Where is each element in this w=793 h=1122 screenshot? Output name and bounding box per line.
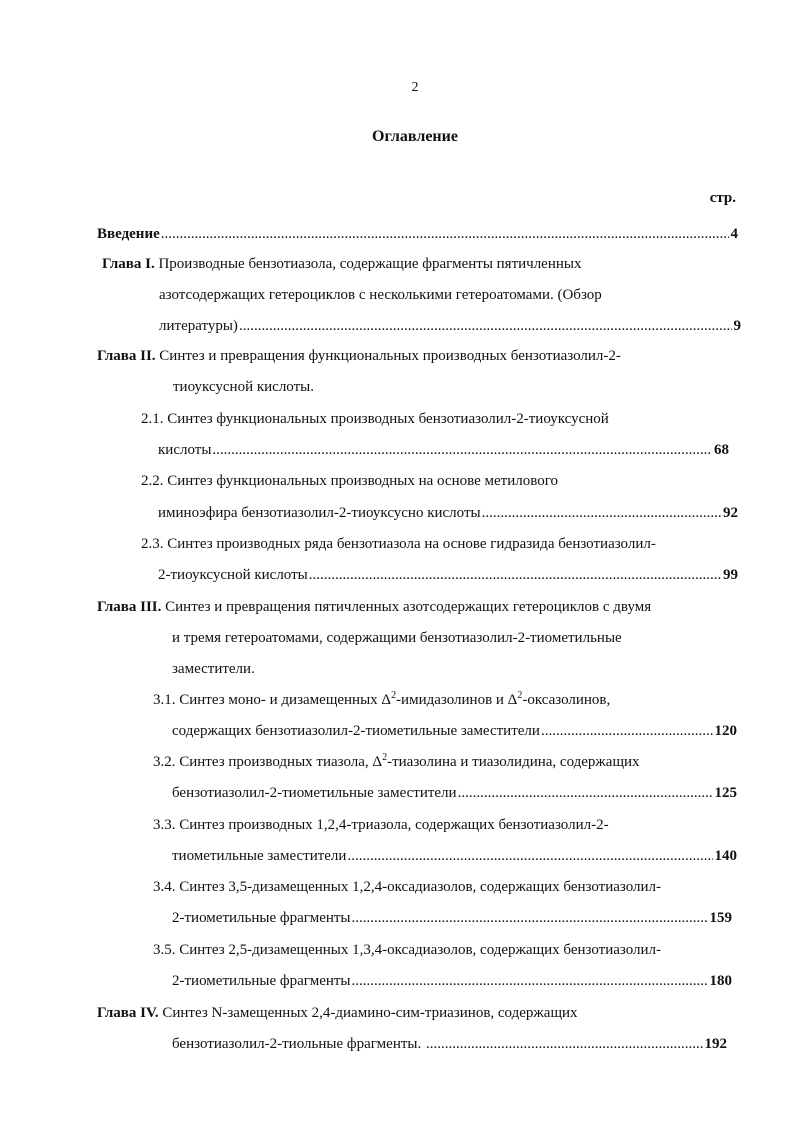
toc-section-2-2-line-1: 2.2. Синтез функциональных производных на основе метилового — [141, 473, 558, 489]
page-column-header: стр. — [709, 190, 736, 206]
toc-page: 4 — [730, 226, 738, 242]
toc-label: бензотиазолил-2-тиольные фрагменты. — [172, 1036, 425, 1052]
toc-chapter-1-line-2: азотсодержащих гетероциклов с несколькими гетероатомами. (Обзор — [159, 287, 602, 303]
leader-dots — [482, 503, 721, 523]
leader-dots — [239, 316, 732, 336]
leader-dots — [458, 783, 713, 803]
toc-section-2-1-line-1: 2.1. Синтез функциональных производных бензотиазолил-2-тиоуксусной — [141, 411, 609, 427]
toc-page: 140 — [714, 848, 737, 864]
toc-section-2-3-line-2 — [158, 565, 738, 585]
toc-chapter-3-line-1 — [97, 597, 651, 617]
superscript: 2 — [517, 690, 523, 701]
toc-section-3-5-line-2 — [172, 971, 732, 991]
toc-label: литературы) — [159, 318, 238, 334]
toc-label: кислоты — [158, 442, 212, 458]
chapter-title: Синтез и превращения пятичленных азотсодержащих гетероциклов с двумя — [165, 599, 652, 615]
superscript: 2 — [382, 752, 388, 763]
toc-section-3-4-line-1: 3.4. Синтез 3,5-дизамещенных 1,2,4-оксадиазолов, содержащих бензотиазолил- — [153, 879, 662, 895]
toc-page: 68 — [714, 442, 729, 458]
toc-page: 180 — [709, 973, 732, 989]
toc-label: 2-тиоуксусной кислоты — [158, 567, 308, 583]
toc-section-2-2-line-2 — [158, 503, 738, 523]
toc-page: 99 — [723, 567, 738, 583]
toc-label: 2-тиометильные фрагменты — [172, 973, 351, 989]
toc-chapter-2-line-1 — [97, 346, 621, 366]
page-title: Оглавление — [372, 128, 458, 145]
toc-section-3-2-line-1 — [153, 752, 640, 772]
toc-section-3-1-line-2 — [172, 721, 737, 741]
chapter-prefix: Глава I. — [102, 256, 155, 272]
toc-section-3-1-line-1 — [153, 690, 610, 710]
toc-label: содержащих бензотиазолил-2-тиометильные заместители — [172, 723, 540, 739]
toc-section-3-3-line-1: 3.3. Синтез производных 1,2,4-триазола, содержащих бензотиазолил-2- — [153, 817, 609, 833]
leader-dots — [426, 1034, 703, 1054]
leader-dots — [161, 224, 729, 244]
leader-dots — [541, 721, 713, 741]
page-number: 2 — [411, 80, 419, 95]
toc-page: 159 — [709, 910, 732, 926]
toc-text: 3.2. Синтез производных тиазола, Δ — [153, 754, 383, 770]
chapter-title: Синтез N-замещенных 2,4-диамино-сим-триазинов, содержащих — [162, 1005, 578, 1021]
chapter-prefix: Глава IV. — [97, 1005, 159, 1021]
toc-text: 3.1. Синтез моно- и дизамещенных Δ — [153, 692, 392, 708]
toc-page: 125 — [714, 785, 737, 801]
chapter-prefix: Глава III. — [97, 599, 162, 615]
superscript: 2 — [391, 690, 397, 701]
leader-dots — [352, 971, 708, 991]
toc-section-2-3-line-1: 2.3. Синтез производных ряда бензотиазола на основе гидразида бензотиазолил- — [141, 536, 656, 552]
toc-chapter-3-line-2: и тремя гетероатомами, содержащими бензотиазолил-2-тиометильные — [172, 630, 622, 646]
toc-section-3-5-line-1: 3.5. Синтез 2,5-дизамещенных 1,3,4-оксадиазолов, содержащих бензотиазолил- — [153, 942, 662, 958]
toc-text: -тиазолина и тиазолидина, содержащих — [387, 754, 640, 770]
toc-label: бензотиазолил-2-тиометильные заместители — [172, 785, 457, 801]
toc-section-3-4-line-2 — [172, 908, 732, 928]
toc-page: 192 — [704, 1036, 727, 1052]
toc-chapter-1-line-1 — [102, 254, 581, 274]
toc-page: 120 — [714, 723, 737, 739]
leader-dots — [212, 440, 712, 460]
toc-section-3-2-line-2 — [172, 783, 737, 803]
toc-text: -имидазолинов и Δ — [396, 692, 518, 708]
chapter-title: Синтез и превращения функциональных производных бензотиазолил-2- — [159, 348, 621, 364]
toc-label: тиометильные заместители — [172, 848, 347, 864]
toc-section-3-3-line-2 — [172, 846, 737, 866]
toc-label: Введение — [97, 226, 160, 242]
toc-chapter-4-line-2 — [172, 1034, 727, 1054]
toc-text: -оксазолинов, — [522, 692, 611, 708]
toc-label: иминоэфира бензотиазолил-2-тиоуксусно кислоты — [158, 505, 481, 521]
toc-entry-intro — [97, 224, 738, 244]
chapter-title: Производные бензотиазола, содержащие фрагменты пятичленных — [158, 256, 582, 272]
leader-dots — [309, 565, 721, 585]
toc-page: 92 — [723, 505, 738, 521]
toc-chapter-4-line-1 — [97, 1003, 578, 1023]
toc-page: 9 — [733, 318, 741, 334]
toc-label: 2-тиометильные фрагменты — [172, 910, 351, 926]
toc-section-2-1-line-2 — [158, 440, 729, 460]
toc-chapter-1-line-3 — [159, 316, 741, 336]
chapter-prefix: Глава II. — [97, 348, 156, 364]
leader-dots — [347, 846, 712, 866]
leader-dots — [352, 908, 708, 928]
toc-chapter-3-line-3: заместители. — [172, 661, 255, 677]
toc-chapter-2-line-2: тиоуксусной кислоты. — [173, 379, 314, 395]
